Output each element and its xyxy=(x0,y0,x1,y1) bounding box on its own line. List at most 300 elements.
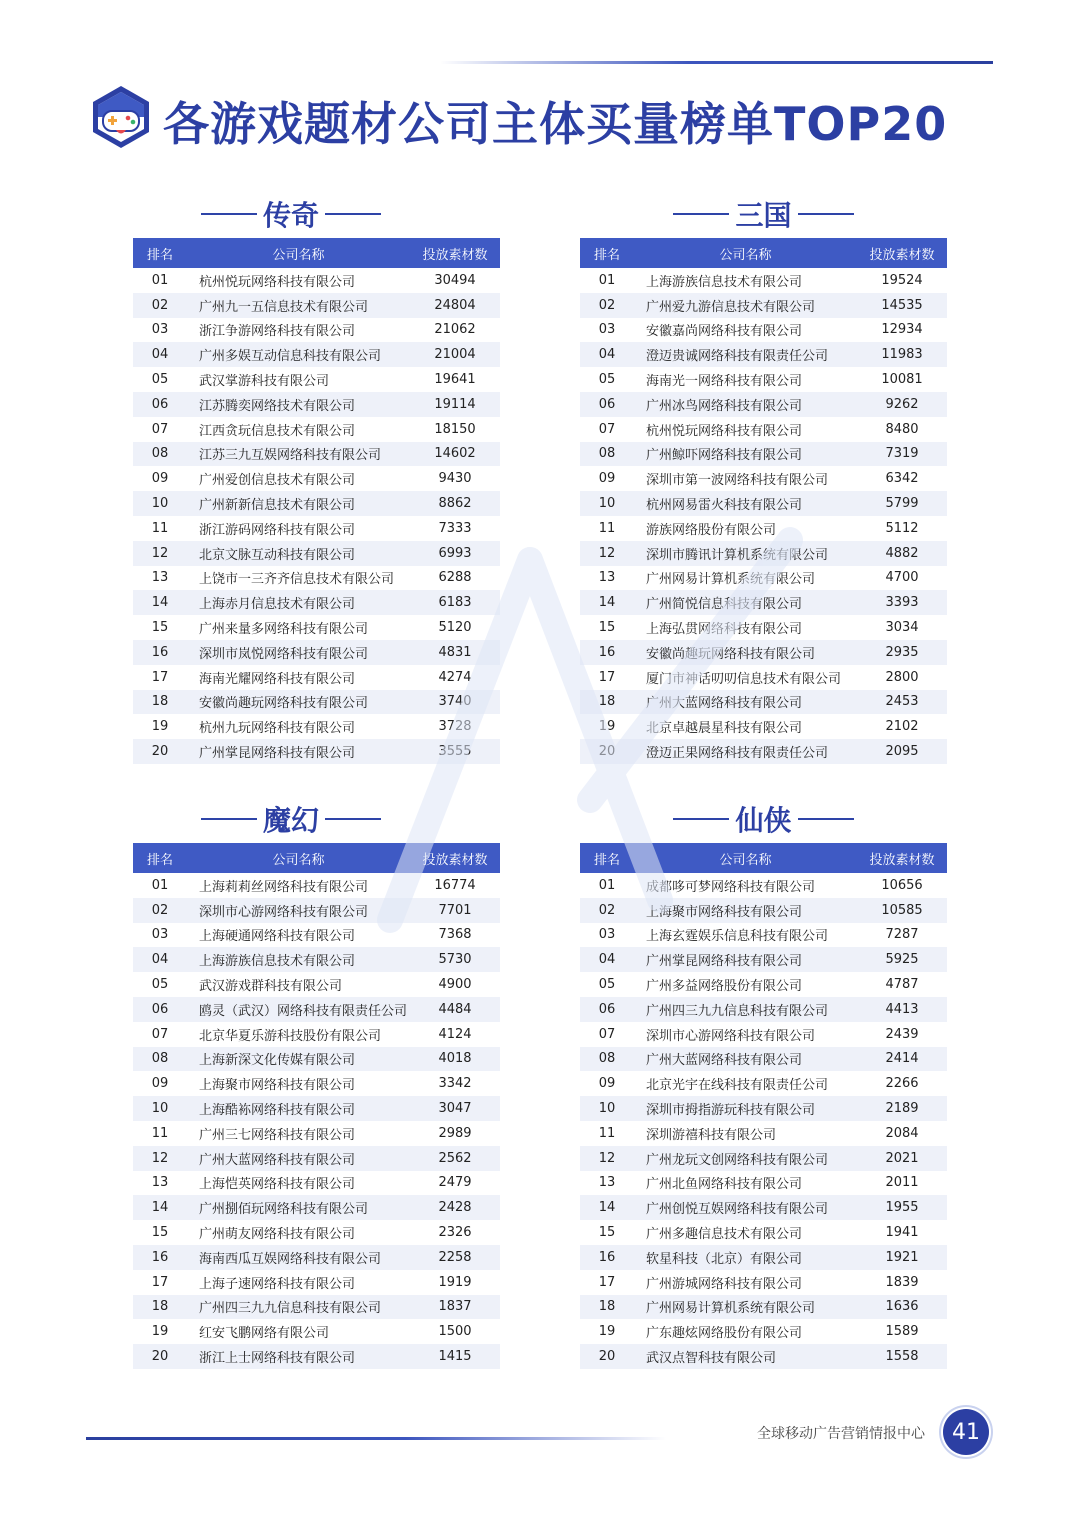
material-count-cell: 1500 xyxy=(438,1324,472,1340)
material-count-cell: 7333 xyxy=(438,520,472,536)
company-name-cell: 上海硬通网络科技有限公司 xyxy=(199,929,356,945)
table-row xyxy=(580,516,947,541)
rank-cell: 03 xyxy=(598,322,616,338)
table-row xyxy=(133,1071,500,1096)
company-name-cell: 广州北鱼网络科技有限公司 xyxy=(646,1177,803,1193)
material-count-cell: 1415 xyxy=(410,1344,500,1369)
ranking-table-legend xyxy=(133,238,500,764)
rank-cell: 06 xyxy=(580,997,634,1022)
rank-cell: 04 xyxy=(133,947,187,972)
company-name-cell: 广州创悦互娱网络科技有限公司 xyxy=(634,1195,857,1220)
material-count-cell: 1921 xyxy=(857,1245,947,1270)
material-count-cell: 2800 xyxy=(885,669,919,685)
company-name-cell: 广州萌友网络科技有限公司 xyxy=(199,1227,356,1243)
material-count-cell: 3034 xyxy=(885,620,919,636)
company-name-cell: 杭州网易雷火科技有限公司 xyxy=(634,491,857,516)
section-title: 传奇 xyxy=(262,199,319,232)
rank-cell: 17 xyxy=(598,669,616,685)
material-count-cell: 5799 xyxy=(857,491,947,516)
table-row xyxy=(580,318,947,343)
table-row xyxy=(133,1146,500,1171)
company-name-cell: 广州爱九游信息技术有限公司 xyxy=(634,293,857,318)
table-row xyxy=(133,972,500,997)
company-name-cell: 上海新深文化传媒有限公司 xyxy=(187,1047,410,1072)
rank-cell: 16 xyxy=(580,1245,634,1270)
rank-cell: 10 xyxy=(580,1096,634,1121)
company-name-cell: 广州来量多网络科技有限公司 xyxy=(199,622,369,638)
material-count-cell: 19114 xyxy=(410,392,500,417)
table-row xyxy=(580,392,947,417)
company-name-cell: 杭州九玩网络科技有限公司 xyxy=(199,721,356,737)
rank-cell: 18 xyxy=(580,1295,634,1320)
company-name-cell: 上饶市一三齐齐信息技术有限公司 xyxy=(199,572,395,588)
rank-cell: 15 xyxy=(151,620,169,636)
company-name-cell: 安徽尚趣玩网络科技有限公司 xyxy=(187,690,410,715)
section-heading-three-kingdoms xyxy=(580,194,947,234)
material-count-cell: 4484 xyxy=(410,997,500,1022)
company-name-cell: 广州九一五信息技术有限公司 xyxy=(187,293,410,318)
rank-cell: 10 xyxy=(580,491,634,516)
company-name-cell: 浙江争游网络科技有限公司 xyxy=(199,324,356,340)
rank-cell: 02 xyxy=(133,898,187,923)
material-count-cell: 9430 xyxy=(438,471,472,487)
table-row xyxy=(133,997,500,1022)
rank-cell: 16 xyxy=(133,1245,187,1270)
rank-cell: 03 xyxy=(151,927,169,943)
material-count-cell: 5120 xyxy=(438,620,472,636)
rank-cell: 12 xyxy=(133,541,187,566)
rank-cell: 17 xyxy=(151,669,169,685)
table-row xyxy=(580,640,947,665)
table-row xyxy=(133,566,500,591)
material-count-cell: 3728 xyxy=(438,719,472,735)
material-count-cell: 6342 xyxy=(885,471,919,487)
table-row xyxy=(133,640,500,665)
table-row xyxy=(580,1121,947,1146)
column-header-count: 投放素材数 xyxy=(857,238,947,268)
company-name-cell: 上海游族信息技术有限公司 xyxy=(646,274,803,290)
material-count-cell: 4124 xyxy=(438,1026,472,1042)
company-name-cell: 广州冰鸟网络科技有限公司 xyxy=(634,392,857,417)
company-name-cell: 广州三七网络科技有限公司 xyxy=(199,1127,356,1143)
table-row xyxy=(133,342,500,367)
table-row xyxy=(133,293,500,318)
table-row xyxy=(580,541,947,566)
section-heading-legend xyxy=(133,194,449,234)
footer-source-text: 全球移动广告营销情报中心 xyxy=(757,1426,925,1442)
material-count-cell: 16774 xyxy=(434,877,476,893)
rank-cell: 07 xyxy=(151,1026,169,1042)
company-name-cell: 广州大蓝网络科技有限公司 xyxy=(634,1047,857,1072)
material-count-cell: 2258 xyxy=(410,1245,500,1270)
company-name-cell: 深圳市岚悦网络科技有限公司 xyxy=(187,640,410,665)
material-count-cell: 1636 xyxy=(857,1295,947,1320)
table-row xyxy=(580,268,947,293)
company-name-cell: 武汉掌游科技有限公司 xyxy=(199,374,330,390)
material-count-cell: 10585 xyxy=(857,898,947,923)
rank-cell: 05 xyxy=(151,372,169,388)
material-count-cell: 3047 xyxy=(410,1096,500,1121)
section-title: 三国 xyxy=(735,199,792,232)
company-name-cell: 红安飞鹏网络有限公司 xyxy=(199,1326,330,1342)
column-header-count: 投放素材数 xyxy=(410,238,500,268)
company-name-cell: 浙江上士网络科技有限公司 xyxy=(187,1344,410,1369)
table-row xyxy=(580,1295,947,1320)
material-count-cell: 1558 xyxy=(857,1344,947,1369)
company-name-cell: 武汉点智科技有限公司 xyxy=(634,1344,857,1369)
rank-cell: 18 xyxy=(133,690,187,715)
company-name-cell: 广州龙玩文创网络科技有限公司 xyxy=(634,1146,857,1171)
material-count-cell: 1837 xyxy=(410,1295,500,1320)
material-count-cell: 2011 xyxy=(885,1175,919,1191)
rank-cell: 05 xyxy=(151,977,169,993)
material-count-cell: 24804 xyxy=(410,293,500,318)
rank-cell: 07 xyxy=(151,421,169,437)
table-row xyxy=(133,1245,500,1270)
rank-cell: 03 xyxy=(151,322,169,338)
company-name-cell: 澄迈正果网络科技有限责任公司 xyxy=(634,739,857,764)
material-count-cell: 6183 xyxy=(410,590,500,615)
material-count-cell: 5730 xyxy=(410,947,500,972)
table-row xyxy=(133,739,500,764)
column-header-rank: 排名 xyxy=(580,238,634,268)
rank-cell: 04 xyxy=(133,342,187,367)
rank-cell: 05 xyxy=(598,372,616,388)
material-count-cell: 19524 xyxy=(881,272,923,288)
company-name-cell: 江苏三九互娱网络科技有限公司 xyxy=(187,442,410,467)
rank-cell: 07 xyxy=(598,421,616,437)
material-count-cell: 10081 xyxy=(881,372,923,388)
rank-cell: 14 xyxy=(580,590,634,615)
material-count-cell: 7701 xyxy=(410,898,500,923)
company-name-cell: 广州简悦信息科技有限公司 xyxy=(634,590,857,615)
material-count-cell: 3740 xyxy=(410,690,500,715)
table-row xyxy=(133,615,500,640)
material-count-cell: 14602 xyxy=(410,442,500,467)
table-row xyxy=(133,714,500,739)
material-count-cell: 11983 xyxy=(857,342,947,367)
rank-cell: 10 xyxy=(133,1096,187,1121)
material-count-cell: 5112 xyxy=(885,520,919,536)
company-name-cell: 上海聚市网络科技有限公司 xyxy=(634,898,857,923)
material-count-cell: 2189 xyxy=(857,1096,947,1121)
heading-line-left xyxy=(201,818,257,820)
company-name-cell: 上海子速网络科技有限公司 xyxy=(199,1276,356,1292)
company-name-cell: 深圳游禧科技有限公司 xyxy=(646,1127,777,1143)
rank-cell: 14 xyxy=(133,1195,187,1220)
company-name-cell: 上海弘贯网络科技有限公司 xyxy=(646,622,803,638)
material-count-cell: 10656 xyxy=(881,877,923,893)
rank-cell: 11 xyxy=(151,520,169,536)
company-name-cell: 安徽尚趣玩网络科技有限公司 xyxy=(634,640,857,665)
heading-line-left xyxy=(201,213,257,215)
material-count-cell: 3342 xyxy=(438,1076,472,1092)
rank-cell: 18 xyxy=(580,690,634,715)
rank-cell: 13 xyxy=(151,1175,169,1191)
material-count-cell: 14535 xyxy=(857,293,947,318)
material-count-cell: 2935 xyxy=(857,640,947,665)
company-name-cell: 广州多娱互动信息科技有限公司 xyxy=(187,342,410,367)
column-header-company: 公司名称 xyxy=(634,843,857,873)
company-name-cell: 深圳市拇指游玩科技有限公司 xyxy=(634,1096,857,1121)
rank-cell: 06 xyxy=(133,997,187,1022)
table-row xyxy=(580,1195,947,1220)
material-count-cell: 4274 xyxy=(438,669,472,685)
material-count-cell: 2453 xyxy=(857,690,947,715)
page-title: 各游戏题材公司主体买量榜单TOP20 xyxy=(163,97,948,151)
company-name-cell: 浙江游码网络科技有限公司 xyxy=(199,522,356,538)
material-count-cell: 1955 xyxy=(857,1195,947,1220)
rank-cell: 18 xyxy=(133,1295,187,1320)
rank-cell: 06 xyxy=(580,392,634,417)
table-row xyxy=(580,923,947,948)
table-row xyxy=(133,318,500,343)
material-count-cell: 4018 xyxy=(410,1047,500,1072)
company-name-cell: 上海玄霆娱乐信息科技有限公司 xyxy=(646,929,829,945)
table-row xyxy=(580,1245,947,1270)
company-name-cell: 厦门市神话叨叨信息技术有限公司 xyxy=(646,671,842,687)
material-count-cell: 9262 xyxy=(857,392,947,417)
table-row xyxy=(133,1220,500,1245)
material-count-cell: 30494 xyxy=(434,272,476,288)
material-count-cell: 2562 xyxy=(410,1146,500,1171)
rank-cell: 19 xyxy=(598,719,616,735)
company-name-cell: 海南光耀网络科技有限公司 xyxy=(199,671,356,687)
table-row xyxy=(133,1022,500,1047)
rank-cell: 11 xyxy=(598,520,616,536)
table-row xyxy=(580,466,947,491)
rank-cell: 06 xyxy=(133,392,187,417)
material-count-cell: 6993 xyxy=(410,541,500,566)
table-row xyxy=(580,873,947,898)
material-count-cell: 2326 xyxy=(438,1225,472,1241)
rank-cell: 20 xyxy=(580,1344,634,1369)
page-number-badge: 41 xyxy=(943,1409,989,1455)
material-count-cell: 18150 xyxy=(434,421,476,437)
company-name-cell: 广州四三九九信息科技有限公司 xyxy=(187,1295,410,1320)
rank-cell: 20 xyxy=(580,739,634,764)
game-controller-logo-icon xyxy=(88,84,154,150)
table-row xyxy=(133,442,500,467)
section-title: 仙侠 xyxy=(735,804,792,837)
rank-cell: 05 xyxy=(598,977,616,993)
company-name-cell: 广州捌佰玩网络科技有限公司 xyxy=(187,1195,410,1220)
rank-cell: 13 xyxy=(598,570,616,586)
table-row xyxy=(580,1096,947,1121)
rank-cell: 13 xyxy=(598,1175,616,1191)
heading-line-right xyxy=(325,818,381,820)
heading-line-right xyxy=(798,213,854,215)
company-name-cell: 广州掌昆网络科技有限公司 xyxy=(187,739,410,764)
material-count-cell: 2266 xyxy=(885,1076,919,1092)
rank-cell: 14 xyxy=(580,1195,634,1220)
company-name-cell: 广州大蓝网络科技有限公司 xyxy=(634,690,857,715)
table-row xyxy=(580,972,947,997)
rank-cell: 17 xyxy=(151,1274,169,1290)
table-row xyxy=(580,1220,947,1245)
company-name-cell: 鸥灵（武汉）网络科技有限责任公司 xyxy=(187,997,410,1022)
company-name-cell: 广州鲸吓网络科技有限公司 xyxy=(634,442,857,467)
table-row xyxy=(133,1270,500,1295)
column-header-company: 公司名称 xyxy=(634,238,857,268)
table-row xyxy=(133,590,500,615)
table-row xyxy=(580,898,947,923)
material-count-cell: 5925 xyxy=(857,947,947,972)
rank-cell: 09 xyxy=(598,471,616,487)
rank-cell: 02 xyxy=(133,293,187,318)
rank-cell: 19 xyxy=(151,719,169,735)
company-name-cell: 上海赤月信息技术有限公司 xyxy=(187,590,410,615)
material-count-cell: 4700 xyxy=(885,570,919,586)
table-row xyxy=(133,947,500,972)
material-count-cell: 2084 xyxy=(885,1125,919,1141)
material-count-cell: 12934 xyxy=(881,322,923,338)
table-row xyxy=(580,342,947,367)
company-name-cell: 游族网络股份有限公司 xyxy=(646,522,777,538)
column-header-count: 投放素材数 xyxy=(410,843,500,873)
material-count-cell: 8862 xyxy=(410,491,500,516)
table-row xyxy=(133,1171,500,1196)
table-row xyxy=(580,293,947,318)
material-count-cell: 7319 xyxy=(857,442,947,467)
rank-cell: 16 xyxy=(133,640,187,665)
column-header-rank: 排名 xyxy=(580,843,634,873)
company-name-cell: 深圳市心游网络科技有限公司 xyxy=(646,1028,816,1044)
rank-cell: 15 xyxy=(151,1225,169,1241)
material-count-cell: 1839 xyxy=(885,1274,919,1290)
section-heading-xianxia xyxy=(580,799,947,839)
rank-cell: 09 xyxy=(151,471,169,487)
table-row xyxy=(580,442,947,467)
table-row xyxy=(580,997,947,1022)
material-count-cell: 2479 xyxy=(438,1175,472,1191)
material-count-cell: 2095 xyxy=(857,739,947,764)
table-row xyxy=(580,1022,947,1047)
table-row xyxy=(133,491,500,516)
company-name-cell: 江西贪玩信息技术有限公司 xyxy=(199,423,356,439)
material-count-cell: 2414 xyxy=(857,1047,947,1072)
material-count-cell: 2428 xyxy=(410,1195,500,1220)
rank-cell: 12 xyxy=(580,1146,634,1171)
rank-cell: 15 xyxy=(598,1225,616,1241)
rank-cell: 01 xyxy=(598,272,616,288)
company-name-cell: 软星科技（北京）有限公司 xyxy=(634,1245,857,1270)
company-name-cell: 上海聚市网络科技有限公司 xyxy=(199,1078,356,1094)
company-name-cell: 深圳市腾讯计算机系统有限公司 xyxy=(634,541,857,566)
rank-cell: 19 xyxy=(151,1324,169,1340)
company-name-cell: 北京华夏乐游科技股份有限公司 xyxy=(199,1028,382,1044)
table-row xyxy=(133,1096,500,1121)
table-row xyxy=(133,466,500,491)
material-count-cell: 2989 xyxy=(438,1125,472,1141)
company-name-cell: 北京光宇在线科技有限责任公司 xyxy=(646,1078,829,1094)
table-row xyxy=(133,516,500,541)
company-name-cell: 广州四三九九信息科技有限公司 xyxy=(634,997,857,1022)
table-row xyxy=(580,1146,947,1171)
material-count-cell: 3555 xyxy=(410,739,500,764)
table-row xyxy=(580,739,947,764)
table-row xyxy=(580,714,947,739)
company-name-cell: 北京卓越晨星科技有限公司 xyxy=(646,721,803,737)
rank-cell: 09 xyxy=(598,1076,616,1092)
rank-cell: 02 xyxy=(580,293,634,318)
table-row xyxy=(580,566,947,591)
company-name-cell: 广州网易计算机系统有限公司 xyxy=(634,1295,857,1320)
material-count-cell: 21062 xyxy=(434,322,476,338)
table-row xyxy=(580,615,947,640)
company-name-cell: 杭州悦玩网络科技有限公司 xyxy=(199,274,356,290)
column-header-count: 投放素材数 xyxy=(857,843,947,873)
table-row xyxy=(580,1319,947,1344)
material-count-cell: 19641 xyxy=(434,372,476,388)
rank-cell: 03 xyxy=(598,927,616,943)
company-name-cell: 广州网易计算机系统有限公司 xyxy=(646,572,816,588)
ranking-table-xianxia xyxy=(580,843,947,1369)
company-name-cell: 上海莉莉丝网络科技有限公司 xyxy=(199,879,369,895)
rank-cell: 08 xyxy=(580,442,634,467)
material-count-cell: 21004 xyxy=(410,342,500,367)
column-header-rank: 排名 xyxy=(133,238,187,268)
table-row xyxy=(580,491,947,516)
table-row xyxy=(133,873,500,898)
rank-cell: 11 xyxy=(151,1125,169,1141)
table-row xyxy=(133,1047,500,1072)
material-count-cell: 1589 xyxy=(885,1324,919,1340)
heading-line-right xyxy=(325,213,381,215)
table-row xyxy=(133,268,500,293)
table-row xyxy=(133,1319,500,1344)
rank-cell: 11 xyxy=(598,1125,616,1141)
section-heading-fantasy xyxy=(133,799,449,839)
rank-cell: 08 xyxy=(580,1047,634,1072)
company-name-cell: 广州新新信息技术有限公司 xyxy=(187,491,410,516)
table-row xyxy=(133,1344,500,1369)
company-name-cell: 上海酷袮网络科技有限公司 xyxy=(187,1096,410,1121)
table-row xyxy=(580,367,947,392)
heading-line-left xyxy=(673,818,729,820)
column-header-company: 公司名称 xyxy=(187,238,410,268)
section-title: 魔幻 xyxy=(262,804,319,837)
company-name-cell: 江苏腾奕网络技术有限公司 xyxy=(187,392,410,417)
material-count-cell: 2439 xyxy=(885,1026,919,1042)
table-row xyxy=(133,1121,500,1146)
top-divider-line xyxy=(440,61,993,64)
table-row xyxy=(580,947,947,972)
rank-cell: 02 xyxy=(580,898,634,923)
ranking-table-three-kingdoms xyxy=(580,238,947,764)
company-name-cell: 广州多趣信息技术有限公司 xyxy=(646,1227,803,1243)
material-count-cell: 1941 xyxy=(885,1225,919,1241)
company-name-cell: 成都哆可梦网络科技有限公司 xyxy=(646,879,816,895)
rank-cell: 20 xyxy=(133,739,187,764)
heading-line-left xyxy=(673,213,729,215)
company-name-cell: 杭州悦玩网络科技有限公司 xyxy=(646,423,803,439)
table-row xyxy=(580,590,947,615)
material-count-cell: 8480 xyxy=(885,421,919,437)
table-row xyxy=(580,1047,947,1072)
rank-cell: 15 xyxy=(598,620,616,636)
company-name-cell: 广东趣炫网络股份有限公司 xyxy=(646,1326,803,1342)
rank-cell: 04 xyxy=(580,342,634,367)
rank-cell: 01 xyxy=(151,272,169,288)
company-name-cell: 澄迈贵诚网络科技有限责任公司 xyxy=(634,342,857,367)
material-count-cell: 1919 xyxy=(438,1274,472,1290)
rank-cell: 07 xyxy=(598,1026,616,1042)
company-name-cell: 安徽嘉尚网络科技有限公司 xyxy=(646,324,803,340)
rank-cell: 08 xyxy=(133,442,187,467)
table-row xyxy=(580,1171,947,1196)
heading-line-right xyxy=(798,818,854,820)
